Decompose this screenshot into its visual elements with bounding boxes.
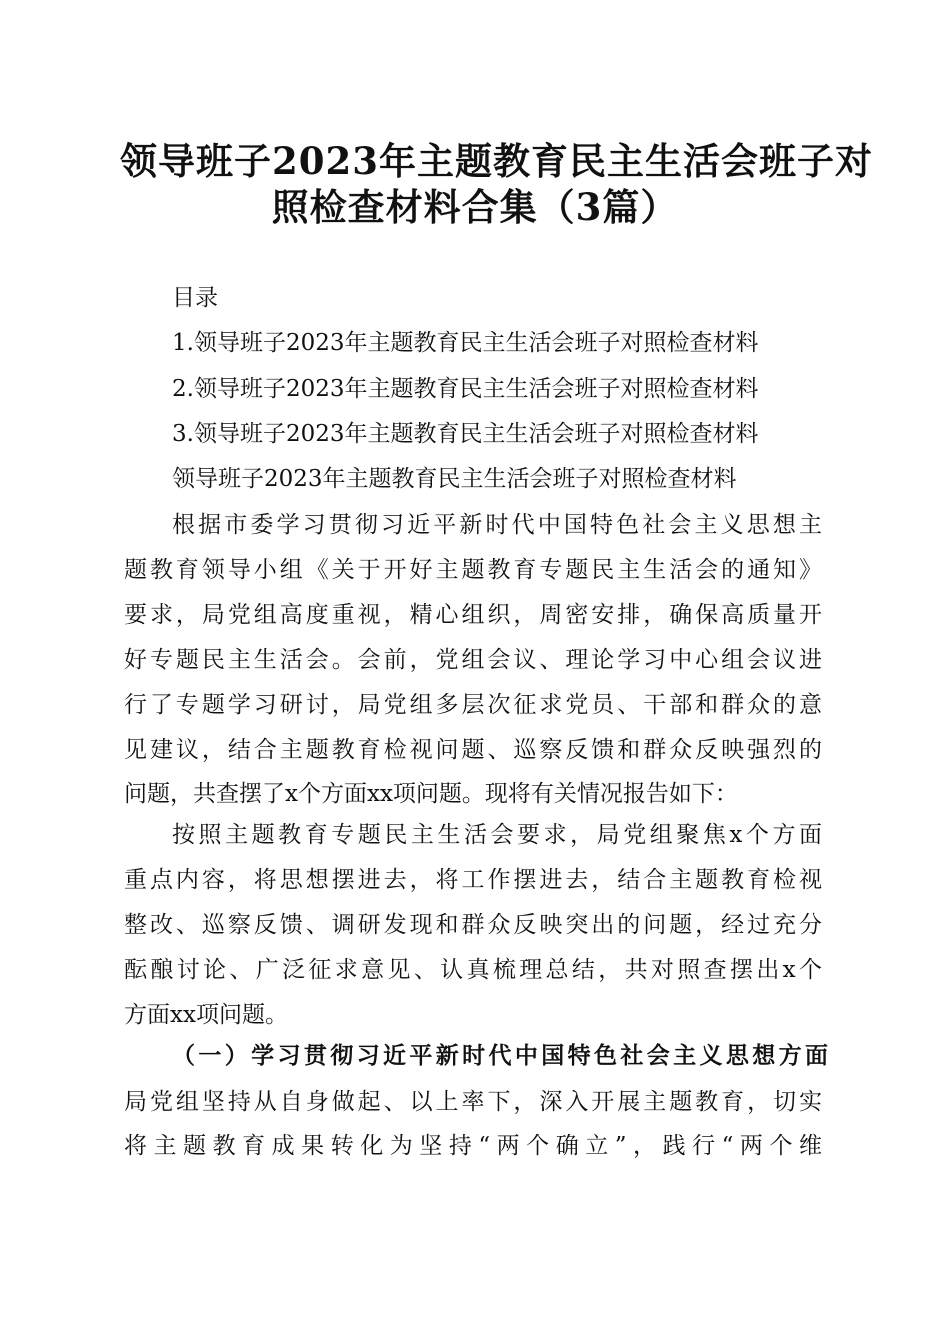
- paragraph1-line: 行了专题学习研讨，局党组多层次征求党员、干部和群众的意: [124, 692, 822, 718]
- paragraph3-line: 局党组坚持从自身做起、以上率下，深入开展主题教育，切实: [124, 1089, 822, 1115]
- paragraph1-line: 见建议，结合主题教育检视问题、巡察反馈和群众反映强烈的: [124, 737, 822, 763]
- toc-item-3: 3.领导班子2023年主题教育民主生活会班子对照检查材料: [172, 421, 759, 447]
- paragraph2-line: 整改、巡察反馈、调研发现和群众反映突出的问题，经过充分: [124, 912, 822, 938]
- document-title: [120, 138, 873, 230]
- paragraph1-line: 要求，局党组高度重视，精心组织，周密安排，确保高质量开: [124, 602, 822, 628]
- paragraph2-line: 酝酿讨论、广泛征求意见、认真梳理总结，共对照查摆出x个: [124, 957, 822, 983]
- paragraph1-line: 根据市委学习贯彻习近平新时代中国特色社会主义思想主: [172, 512, 822, 538]
- paragraph1-line: 好专题民主生活会。会前，党组会议、理论学习中心组会议进: [124, 647, 822, 673]
- paragraph1-line: 题教育领导小组《关于开好主题教育专题民主生活会的通知》: [124, 557, 822, 583]
- paragraph2-line: 重点内容，将思想摆进去，将工作摆进去，结合主题教育检视: [124, 867, 822, 893]
- title-line-2: 照检查材料合集（3篇）: [271, 185, 679, 229]
- toc-heading: 目录: [172, 285, 218, 311]
- paragraph1-last-line: 问题，共查摆了x个方面xx项问题。现将有关情况报告如下：: [124, 781, 738, 807]
- toc-item-2: 2.领导班子2023年主题教育民主生活会班子对照检查材料: [172, 376, 759, 402]
- subheading: （一）学习贯彻习近平新时代中国特色社会主义思想方面: [172, 1042, 828, 1069]
- paragraph3-line: 将主题教育成果转化为坚持“两个确立”，践行“两个维: [124, 1133, 822, 1159]
- paragraph2-line: 按照主题教育专题民主生活会要求，局党组聚焦x个方面: [172, 822, 822, 848]
- title-line-1: 领导班子2023年主题教育民主生活会班子对: [120, 139, 873, 183]
- paragraph2-last-line: 方面xx项问题。: [124, 1002, 288, 1028]
- section-title: 领导班子2023年主题教育民主生活会班子对照检查材料: [172, 466, 737, 492]
- toc-item-1: 1.领导班子2023年主题教育民主生活会班子对照检查材料: [172, 330, 759, 356]
